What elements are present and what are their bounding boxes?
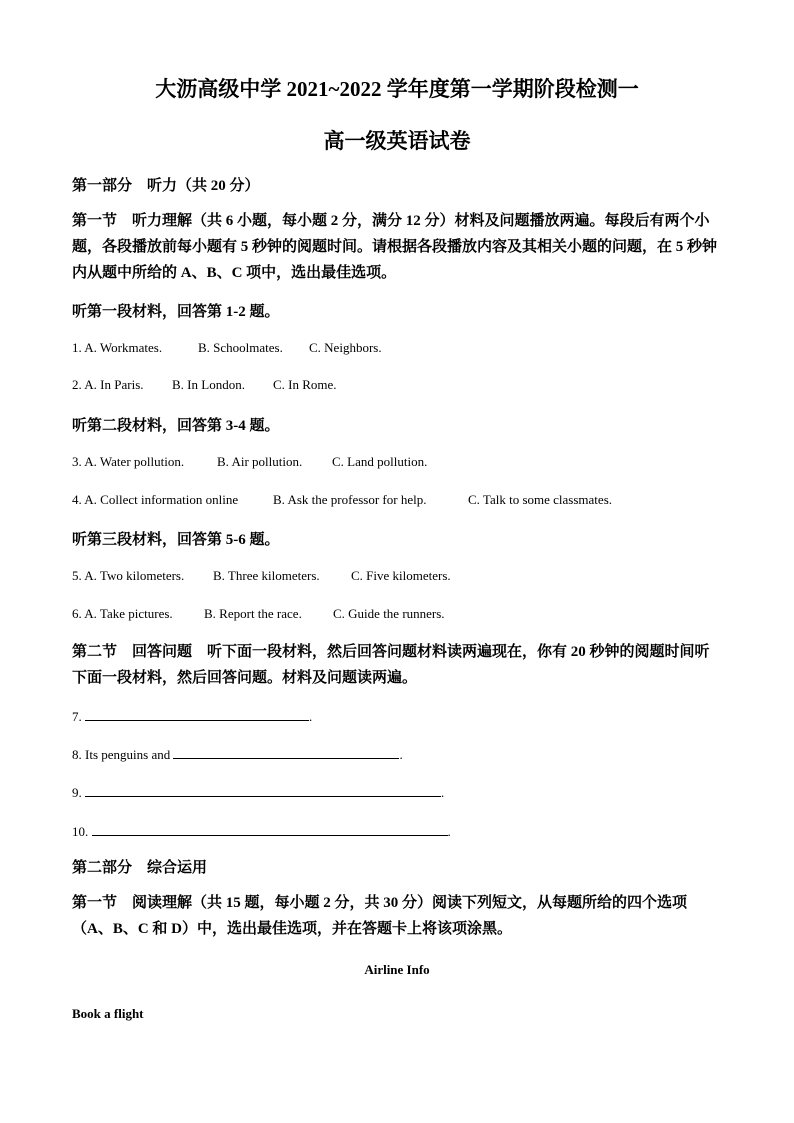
fill-item-7: 7. . — [72, 706, 312, 725]
q5-option-a: 5. A. Two kilometers. — [72, 568, 185, 583]
passage2-heading: 听第二段材料，回答第 3-4 题。 — [72, 418, 280, 434]
q6-option-a: 6. A. Take pictures. — [72, 606, 173, 621]
q6-option-b: B. Report the race. — [204, 606, 302, 621]
q4-option-b: B. Ask the professor for help. — [273, 492, 427, 507]
q2-option-b: B. In London. — [172, 377, 245, 392]
answer-blank-9[interactable] — [85, 782, 441, 797]
answer-blank-7[interactable] — [85, 706, 309, 721]
answer-blank-8[interactable] — [173, 744, 399, 759]
fill-item-9-number: 9. — [72, 785, 82, 800]
fill-item-10-number: 10. — [72, 824, 89, 839]
part1-heading: 第一部分 听力（共 20 分） — [72, 178, 260, 194]
q3-option-b: B. Air pollution. — [217, 454, 303, 469]
fill-item-10: 10. . — [72, 821, 451, 840]
q3-option-c: C. Land pollution. — [332, 454, 428, 469]
q1-option-b: B. Schoolmates. — [198, 340, 283, 355]
fill-item-9: 9. . — [72, 782, 444, 801]
exam-subtitle: 高一级英语试卷 — [323, 129, 471, 153]
exam-title: 大沥高级中学 2021~2022 学年度第一学期阶段检测一 — [155, 77, 639, 101]
passage-title: Airline Info — [364, 962, 430, 977]
q6-option-c: C. Guide the runners. — [333, 606, 445, 621]
q2-option-a: 2. A. In Paris. — [72, 377, 144, 392]
part2-section1-instructions: 第一节 阅读理解（共 15 题，每小题 2 分，共 30 分）阅读下列短文，从每题所给的四个选项（A、B、C 和 D）中，选出最佳选项，并在答题卡上将该项涂黑。 — [72, 895, 688, 937]
part1-section2-instructions: 第二节 回答问题 听下面一段材料，然后回答问题材料读两遍现在，你有 20 秒钟的阅题时间听下面一段材料，然后回答问题。材料及问题读两遍。 — [72, 644, 710, 686]
answer-blank-10[interactable] — [92, 821, 448, 836]
q4-option-c: C. Talk to some classmates. — [468, 492, 612, 507]
passage-subheading: Book a flight — [72, 1006, 144, 1021]
fill-item-7-number: 7. — [72, 709, 82, 724]
q5-option-c: C. Five kilometers. — [351, 568, 451, 583]
fill-item-8: 8. Its penguins and . — [72, 744, 403, 763]
fill-item-8-prompt: 8. Its penguins and — [72, 747, 171, 762]
passage3-heading: 听第三段材料，回答第 5-6 题。 — [72, 532, 280, 548]
q5-option-b: B. Three kilometers. — [213, 568, 320, 583]
q3-option-a: 3. A. Water pollution. — [72, 454, 185, 469]
q1-option-a: 1. A. Workmates. — [72, 340, 163, 355]
part1-section1-instructions: 第一节 听力理解（共 6 小题，每小题 2 分，满分 12 分）材料及问题播放两遍。每段后有两个小题，各段播放前每小题有 5 秒钟的阅题时间。请根据各段播放内容及其相关小题的问题，在 5 秒钟内从题中所给的 A、B、C 项中，选出最佳选项。 — [72, 213, 718, 281]
passage1-heading: 听第一段材料，回答第 1-2 题。 — [72, 304, 280, 320]
q4-option-a: 4. A. Collect information online — [72, 492, 239, 507]
q2-option-c: C. In Rome. — [273, 377, 337, 392]
q1-option-c: C. Neighbors. — [309, 340, 382, 355]
part2-heading: 第二部分 综合运用 — [72, 860, 208, 876]
